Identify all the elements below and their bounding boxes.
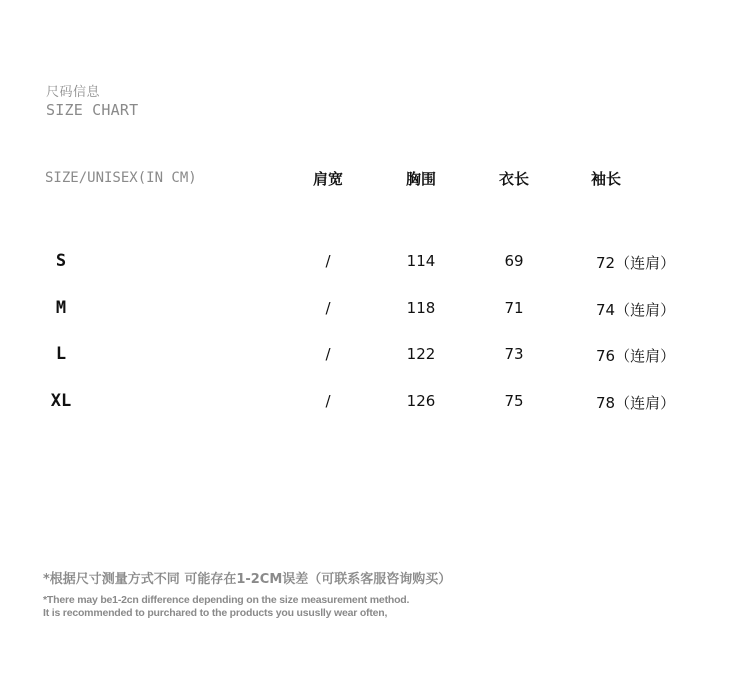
sleeve-cell: 76（连肩）	[596, 347, 676, 365]
table-header-row	[0, 168, 750, 192]
chest-cell: 114	[406, 252, 436, 270]
length-cell: 75	[504, 391, 524, 410]
shoulder-cell: /	[325, 298, 331, 317]
measurement-note-en-line2: It is recommended to purchared to the products you ususlly wear often,	[43, 607, 388, 619]
table-row	[0, 345, 750, 392]
chest-cell: 118	[406, 298, 436, 317]
column-header-length: 衣长	[498, 170, 530, 188]
size-cell: M	[55, 297, 67, 318]
table-row	[0, 252, 750, 299]
length-cell: 71	[504, 298, 524, 317]
table-row	[0, 299, 750, 346]
shoulder-cell: /	[325, 391, 331, 410]
length-cell: 73	[504, 345, 524, 363]
size-unisex-header: SIZE/UNISEX(IN CM)	[45, 170, 197, 186]
size-chart-title-en: SIZE CHART	[46, 101, 139, 119]
size-cell: L	[55, 344, 67, 364]
table-row	[0, 392, 750, 439]
size-table-body	[0, 252, 750, 438]
column-header-chest: 胸围	[405, 170, 437, 188]
chest-cell: 122	[406, 345, 436, 363]
sleeve-cell: 72（连肩）	[596, 254, 676, 272]
sleeve-cell: 74（连肩）	[596, 300, 676, 319]
chest-cell: 126	[406, 391, 436, 410]
column-header-shoulder: 肩宽	[312, 170, 344, 188]
shoulder-cell: /	[325, 345, 331, 363]
shoulder-cell: /	[325, 252, 331, 270]
length-cell: 69	[504, 252, 524, 270]
column-header-sleeve: 袖长	[590, 170, 622, 188]
size-cell: XL	[50, 390, 72, 411]
measurement-note-en-line1: *There may be1-2cn difference depending on the size measurement method.	[43, 594, 410, 606]
measurement-note-cn: *根据尺寸测量方式不同 可能存在1-2CM误差（可联系客服咨询购买）	[43, 572, 452, 587]
size-cell: S	[55, 251, 67, 271]
size-chart-title-cn: 尺码信息	[46, 85, 101, 100]
sleeve-cell: 78（连肩）	[596, 393, 676, 412]
